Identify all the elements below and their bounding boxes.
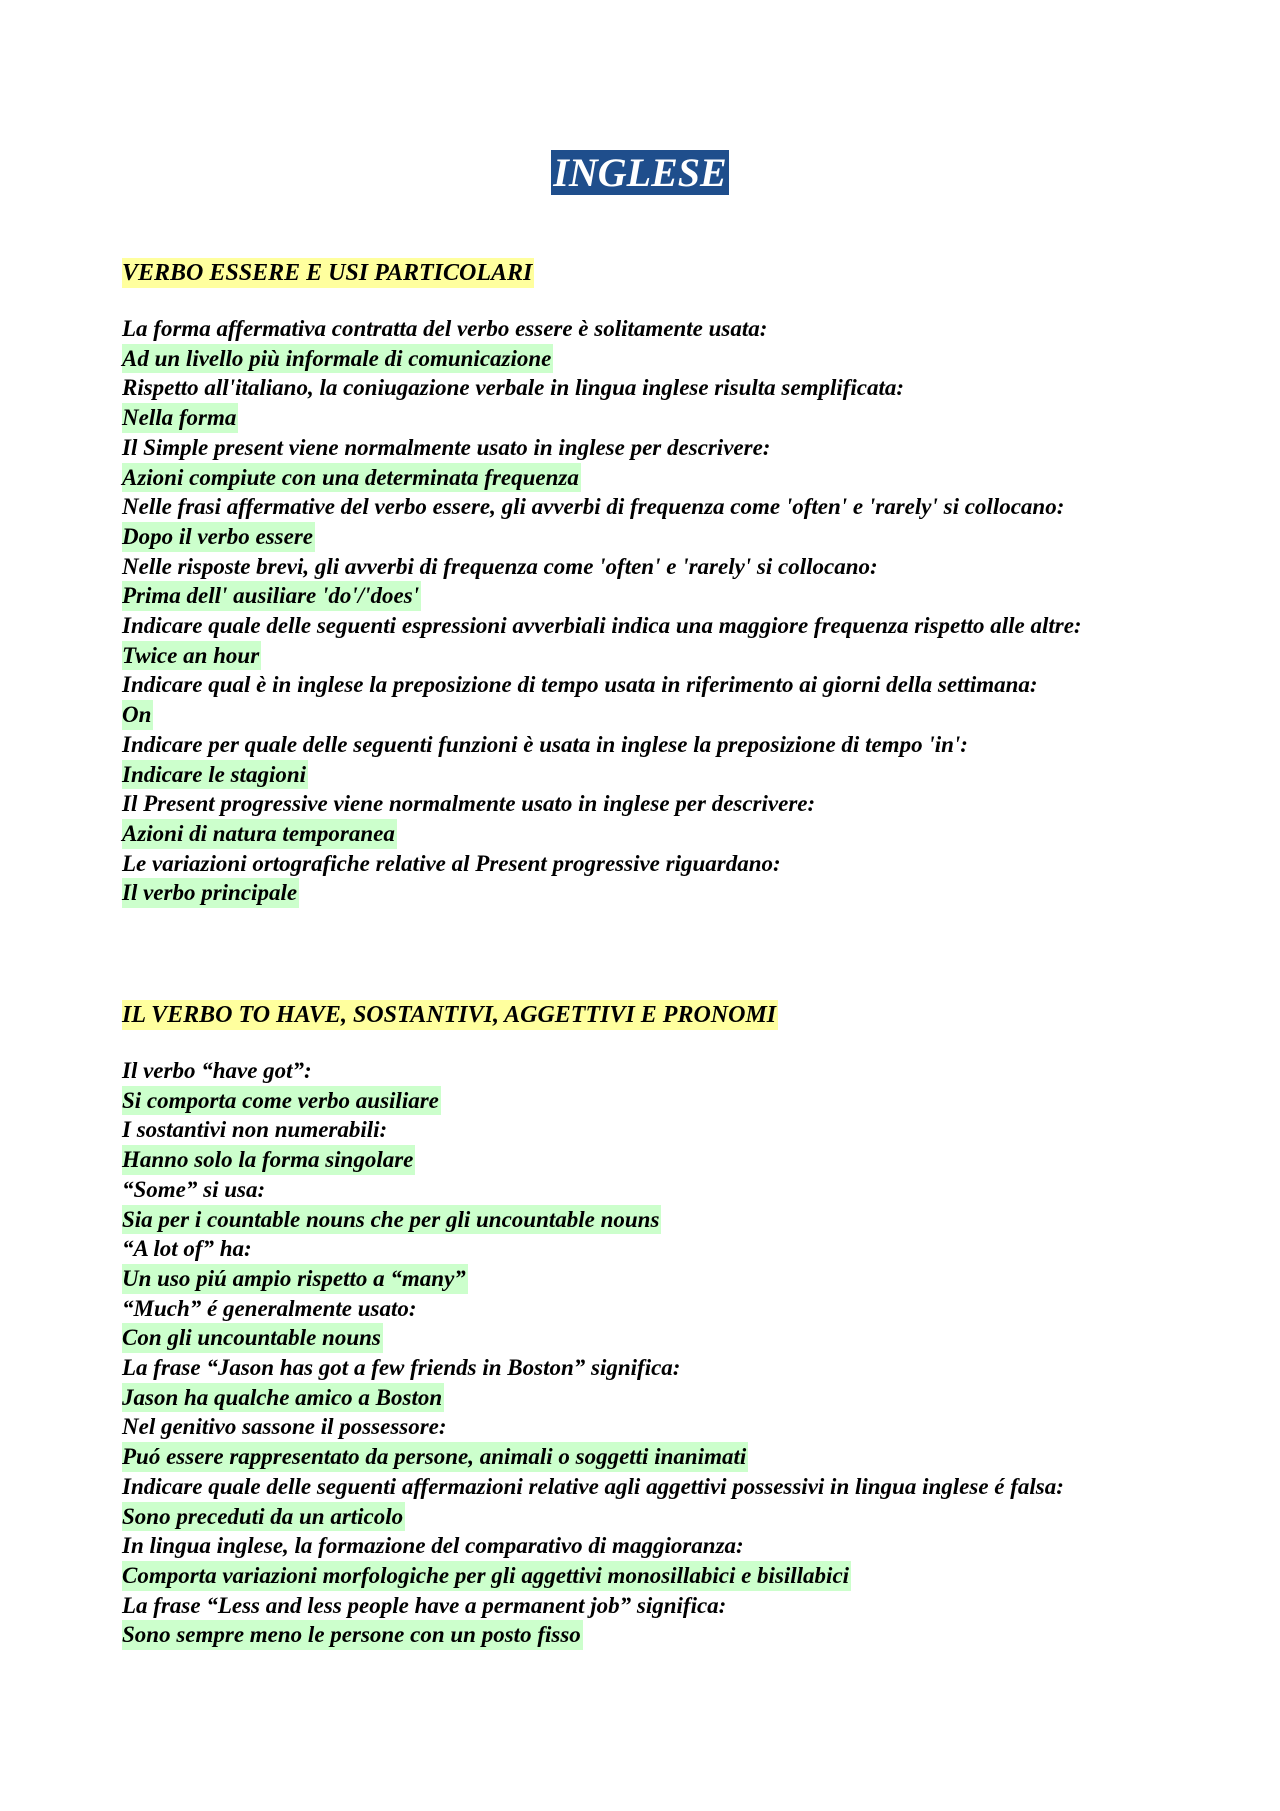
answer: Si comporta come verbo ausiliare [122,1086,441,1116]
answer: On [122,700,153,730]
question: Indicare per quale delle seguenti funzioni è usata in inglese la preposizione di tempo 'in': [122,731,968,757]
answer: Twice an hour [122,641,261,671]
question: Il verbo “have got”: [122,1058,312,1083]
qa-item [122,1591,1182,1650]
document-title [0,149,1280,197]
question: Nelle risposte brevi, gli avverbi di frequenza come 'often' e 'rarely' si collocano: [122,553,878,579]
qa-item [122,1531,1182,1590]
answer: Dopo il verbo essere [122,522,315,552]
qa-item [122,1412,1182,1471]
answer: Azioni di natura temporanea [122,819,397,849]
section-heading: VERBO ESSERE E USI PARTICOLARI [122,260,533,286]
answer: Hanno solo la forma singolare [122,1145,415,1175]
answer: Indicare le stagioni [122,760,308,790]
answer: Sono preceduti da un articolo [122,1502,405,1532]
qa-item [122,1472,1182,1531]
qa-item [122,314,1182,373]
document-title-text: INGLESE [553,149,727,195]
qa-item [122,670,1182,729]
answer: Puó essere rappresentato da persone, animali o soggetti inanimati [122,1442,748,1472]
question: I sostantivi non numerabili: [122,1117,388,1143]
qa-item [122,1056,1182,1115]
answer: Jason ha qualche amico a Boston [122,1383,444,1413]
answer: Sono sempre meno le persone con un posto fisso [122,1620,583,1650]
answer: Ad un livello più informale di comunicazione [122,344,553,374]
question: La forma affermativa contratta del verbo essere è solitamente usata: [122,316,768,341]
question: In lingua inglese, la formazione del comparativo di maggioranza: [122,1533,744,1559]
qa-item [122,1115,1182,1174]
answer: Nella forma [122,403,238,433]
answer: Il verbo principale [122,878,299,908]
section-heading: IL VERBO TO HAVE, SOSTANTIVI, AGGETTIVI E PRONOMI [122,1002,777,1028]
qa-item [122,1234,1182,1293]
question: Le variazioni ortografiche relative al Present progressive riguardano: [122,850,781,876]
qa-item [122,789,1182,848]
question: Indicare quale delle seguenti affermazioni relative agli aggettivi possessivi in lingua inglese é falsa: [122,1473,1064,1499]
question: Il Simple present viene normalmente usato in inglese per descrivere: [122,434,771,460]
qa-item [122,1353,1182,1412]
question: Rispetto all'italiano, la coniugazione verbale in lingua inglese risulta semplificata: [122,375,905,401]
answer: Un uso piú ampio rispetto a “many” [122,1264,468,1294]
qa-list [122,314,1182,908]
qa-item [122,373,1182,432]
question: Nelle frasi affermative del verbo essere, gli avverbi di frequenza come 'often' e 'rarely' si collocano: [122,494,1065,520]
qa-item [122,552,1182,611]
qa-item [122,730,1182,789]
answer: Con gli uncountable nouns [122,1323,383,1353]
qa-list [122,1056,1182,1650]
answer: Sia per i countable nouns che per gli uncountable nouns [122,1205,661,1235]
qa-item [122,492,1182,551]
question: Nel genitivo sassone il possessore: [122,1414,447,1440]
question: Indicare quale delle seguenti espressioni avverbiali indica una maggiore frequenza rispetto alle altre: [122,613,1082,639]
question: “Some” si usa: [122,1176,266,1202]
question: “A lot of” ha: [122,1236,252,1262]
section-to-have [122,1000,1182,1650]
qa-item [122,1294,1182,1353]
question: La frase “Less and less people have a permanent job” significa: [122,1592,727,1618]
answer: Comporta variazioni morfologiche per gli aggettivi monosillabici e bisillabici [122,1561,851,1591]
answer: Prima dell' ausiliare 'do'/'does' [122,581,421,611]
question: La frase “Jason has got a few friends in Boston” significa: [122,1355,681,1381]
qa-item [122,849,1182,908]
qa-item [122,611,1182,670]
section-verbo-essere [122,258,1182,908]
qa-item [122,1175,1182,1234]
question: “Much” é generalmente usato: [122,1295,417,1321]
question: Il Present progressive viene normalmente usato in inglese per descrivere: [122,791,816,817]
qa-item [122,433,1182,492]
question: Indicare qual è in inglese la preposizione di tempo usata in riferimento ai giorni della settimana: [122,672,1038,698]
answer: Azioni compiute con una determinata frequenza [122,463,581,493]
